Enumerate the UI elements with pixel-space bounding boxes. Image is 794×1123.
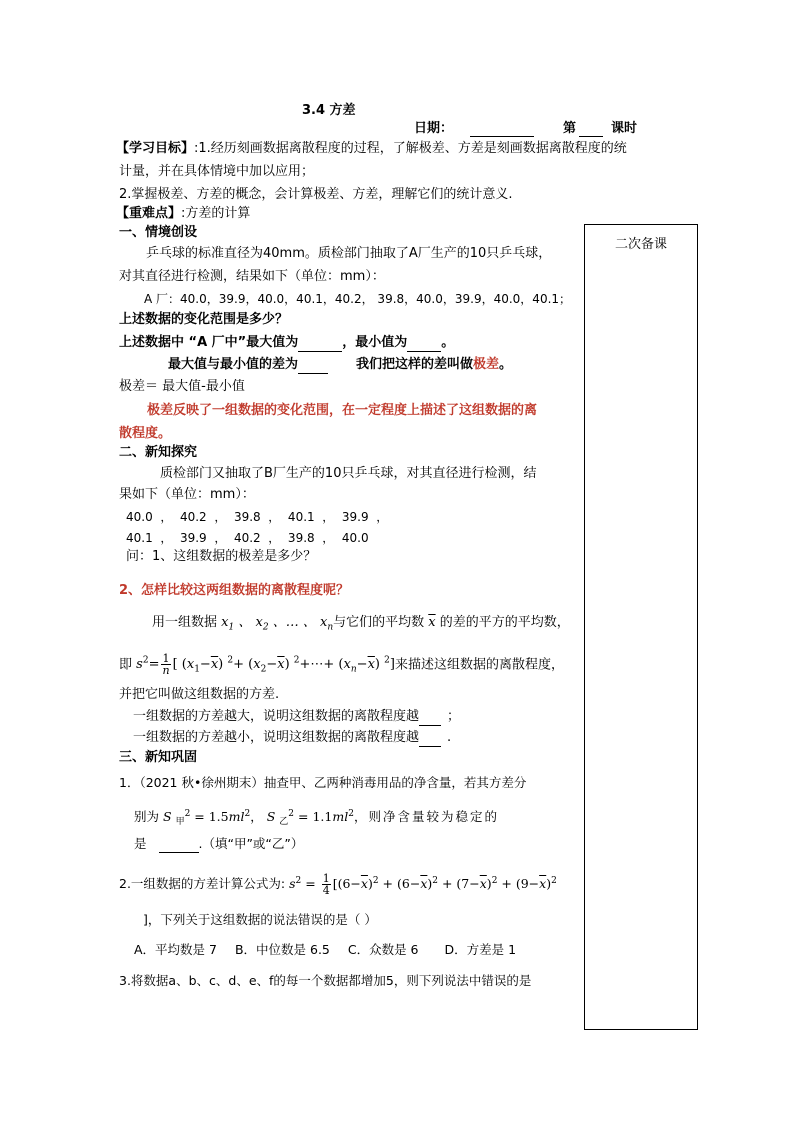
date-label: 日期：: [414, 121, 454, 136]
option-b: B．中位数是 6.5: [234, 942, 330, 957]
variance-large-line: [133, 708, 460, 726]
s1-q3-part-a: 最大值与最小值的差为: [168, 357, 299, 372]
goals-line-2: 计量，并在具体情境中加以应用；: [119, 164, 315, 179]
range-note-2: 散程度。: [119, 426, 172, 441]
key-points-line: [116, 205, 250, 223]
s1-question-2: [119, 334, 454, 352]
variance-large-text: 一组数据的方差越大，说明这组数据的离散程度越: [133, 709, 420, 724]
date-blank: [470, 122, 534, 137]
ex2-l1-text: 2.一组数据的方差计算公式为:: [119, 876, 286, 892]
ex1-l2-pre: 别为: [134, 809, 160, 825]
f2-part-b: 来描述这组数据的离散程度，: [394, 657, 564, 673]
large-blank: [419, 711, 441, 726]
page-title: 3.4 方差: [302, 103, 356, 118]
variance-small-line: [133, 729, 451, 747]
option-c: C．众数是 6: [347, 942, 419, 957]
exercise-2-formula: $s^2$ = $\frac{1}{4}$ [$(6-\overline{x})^2 + (6-\overline{x})^2 + (7-\overline{x})^2 + (9-\overline{x})^2$: [289, 872, 557, 898]
exercise-2-line-2: ]，下列关于这组数据的说法错误的是（ ）: [143, 912, 377, 927]
s1-q2-part-a: 上述数据中 “A 厂中”最大值为: [119, 335, 299, 350]
key-points-label: 【重难点】: [116, 206, 182, 221]
b-data-row-2: 40.1 ， 39.9 ， 40.2 ， 39.8 ， 40.0: [126, 531, 369, 545]
section2-heading: 二、新知探究: [119, 445, 198, 460]
s2-formula-line-1: [152, 614, 570, 637]
option-a: A．平均数是 7: [134, 942, 217, 957]
b-data-row-1: 40.0 ， 40.2 ， 39.8 ， 40.1 ， 39.9 ，: [126, 510, 389, 524]
f1-part-c: 的差的平方的平均数，: [439, 615, 570, 630]
variance-jia: S: [163, 809, 172, 825]
f2-part-a: 即: [119, 657, 133, 673]
lesson-suffix: 课时: [611, 121, 638, 136]
s2-formula-line-3: 并把它叫做这组数据的方差.: [119, 687, 280, 702]
s1-q2-part-c: 。: [441, 335, 455, 350]
exercise-2-options: [134, 941, 516, 959]
s1-q3-part-b: 我们把这样的差叫做: [356, 357, 474, 372]
section1-heading: 一、情境创设: [119, 225, 198, 240]
secondary-prep-box: [584, 224, 698, 1030]
s1-data-line: A 厂：40.0，39.9，40.0，40.1，40.2， 39.8，40.0，39.9，40.0，40.1；: [144, 292, 572, 306]
s1-question-3: [168, 356, 512, 374]
s1-q3-part-d: 。: [499, 357, 513, 372]
max-blank: [298, 337, 342, 352]
exercise-1-line-1: 1．（2021 秋•徐州期末）抽查甲、乙两种消毒用品的净含量，若其方差分: [119, 775, 527, 790]
exercise-3-line: 3.将数据a、b、c、d、e、f的每一个数据都增加5，则下列说法中错误的是: [119, 973, 532, 988]
data-list-expr: $x_1$ 、 $x_2$ 、… 、 $x_n$: [221, 615, 334, 633]
goals-line-1: [116, 140, 627, 158]
s1-question-1: 上述数据的变化范围是多少？: [119, 312, 289, 327]
s1-para-1b: 对其直径进行检测，结果如下（单位：mm）：: [119, 269, 385, 284]
goals-text-1: :1.经历刻画数据离散程度的过程，了解极差、方差是刻画数据离散程度的统: [194, 141, 627, 156]
key-points-text: :方差的计算: [181, 206, 251, 221]
exercise-2-line-1: [119, 872, 557, 896]
s2-para-2: 果如下（单位：mm）：: [119, 487, 255, 502]
ex1-l3-post: .（填“甲”或“乙”）: [198, 836, 304, 851]
f1-part-a: 用一组数据: [152, 615, 218, 630]
s2-ask: 问：1、这组数据的极差是多少？: [126, 549, 317, 564]
ex1-l3-pre: 是: [134, 836, 147, 851]
exercise-1-line-2: 别为 S $_甲^2 = 1.5ml^2$， S $_乙^2 = 1.1ml^2$，则净含量较为稳定的: [134, 809, 499, 828]
diff-blank: [298, 359, 328, 374]
variance-formula: $s^2=$ $\frac{1}{n}$ [ $(x_1-\overline{x})$ $^2+ (x_2-\overline{x})$ $^2$+⋯+ $(x_n-\overline{x})$ $^2$]: [136, 652, 395, 678]
option-d: D．方差是 1: [444, 942, 517, 957]
yi-sub: 乙: [279, 817, 289, 828]
section3-heading: 三、新知巩固: [119, 750, 198, 765]
s1-para-1a: 乒乓球的标准直径为40mm。质检部门抽取了A厂生产的10只乒乓球，: [146, 246, 552, 261]
s2-para-1: 质检部门又抽取了B厂生产的10只乒乓球，对其直径进行检测，结: [160, 466, 537, 481]
range-term: 极差: [473, 357, 500, 372]
range-definition: 极差＝ 最大值-最小值: [119, 379, 245, 394]
jia-sub: 甲: [175, 817, 185, 828]
f1-part-b: 与它们的平均数: [333, 615, 425, 630]
lesson-blank: [579, 122, 603, 137]
range-note-1: 极差反映了一组数据的变化范围，在一定程度上描述了这组数据的离: [147, 403, 538, 418]
variance-large-end: ；: [447, 709, 461, 724]
secondary-prep-label: 二次备课: [614, 237, 667, 252]
s2-question-2: 2、怎样比较这两组数据的离散程度呢？: [119, 583, 350, 598]
small-blank: [419, 732, 441, 747]
exercise-1-line-3: [134, 835, 303, 853]
s2-formula-line-2: [119, 652, 564, 679]
variance-small-end: .: [447, 730, 452, 745]
lesson-prefix: 第: [563, 121, 577, 136]
min-blank: [407, 337, 441, 352]
variance-small-text: 一组数据的方差越小，说明这组数据的离散程度越: [133, 730, 420, 745]
ex1-l2-mid: ，: [250, 809, 263, 825]
mean-symbol: $\overline{x}$: [428, 615, 436, 630]
ex1-answer-blank: [159, 838, 199, 853]
goals-line-3: 2.掌握极差、方差的概念，会计算极差、方差，理解它们的统计意义.: [119, 187, 513, 202]
goals-label: 【学习目标】: [116, 141, 195, 156]
s1-q2-part-b: ，最小值为: [342, 335, 408, 350]
variance-yi: S: [266, 809, 276, 825]
ex1-l2-post: ，则净含量较为稳定的: [353, 809, 499, 825]
